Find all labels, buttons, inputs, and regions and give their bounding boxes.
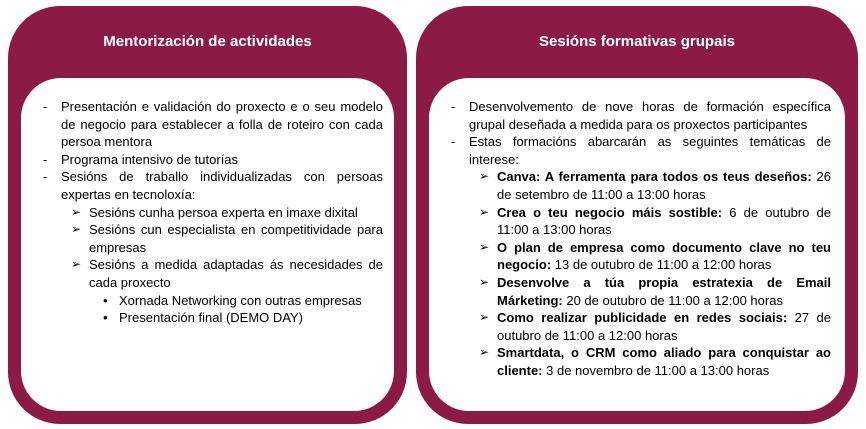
list-item: - Sesións de traballo individualizadas con persoas expertas en tecnoloxía: <box>43 168 383 203</box>
session-item <box>479 239 831 274</box>
session-name: Desenvolve a túa propia estratexia de Email Márketing: <box>497 274 831 308</box>
session-item <box>479 344 831 379</box>
list-item: - Estas formacións abarcarán as seguintes temáticas de interese: <box>451 133 831 168</box>
mentoring-content <box>43 98 383 327</box>
session-date: 26 de setembro de 11:00 a 13:00 horas <box>497 169 831 202</box>
session-item <box>479 274 831 309</box>
session-name: O plan de empresa como documento clave no teu negocio: <box>497 239 831 273</box>
session-date: 20 de outubro de 11:00 a 12:00 horas <box>562 292 783 308</box>
list-item: ➢ Sesións cun especialista en competitividade para empresas <box>71 221 383 256</box>
list-item: - Desenvolvemento de nove horas de formación específica grupal deseñada a medida para os proxectos participantes <box>451 98 831 133</box>
session-item <box>479 309 831 344</box>
session-date: 27 de outubro de 11:00 a 12:00 horas <box>497 310 831 343</box>
list-item: • Presentación final (DEMO DAY) <box>101 309 383 327</box>
list-item: - Presentación e validación do proxecto e o seu modelo de negocio para establecer a folla de roteiro con cada persoa mentora <box>43 98 383 151</box>
session-date: 13 de outubro de 11:00 a 12:00 horas <box>551 257 772 273</box>
mentoring-list <box>43 98 383 204</box>
training-card <box>416 6 858 424</box>
session-date: 3 de novembro de 11:00 a 13:00 horas <box>542 362 770 378</box>
session-date: 6 de outubro de 11:00 a 13:00 horas <box>497 204 831 238</box>
session-name: Crea o teu negocio máis sostible: <box>497 204 723 220</box>
session-name: Como realizar publicidade en redes sociais: <box>497 310 788 326</box>
mentoring-card <box>8 6 407 424</box>
mentoring-subsublist <box>101 292 383 327</box>
list-item: • Xornada Networking con outras empresas <box>101 292 383 310</box>
training-content <box>451 98 831 380</box>
list-item: ➢ Sesións a medida adaptadas ás necesidades de cada proxecto <box>71 256 383 291</box>
list-item: ➢ Sesións cunha persoa experta en imaxe dixital <box>71 204 383 222</box>
list-item: - Programa intensivo de tutorías <box>43 151 383 169</box>
session-item <box>479 204 831 239</box>
training-list <box>451 98 831 168</box>
sessions-list <box>479 168 831 379</box>
training-title: Sesións formativas grupais <box>539 33 735 50</box>
session-name: Smartdata, o CRM como aliado para conquistar ao cliente: <box>497 345 831 378</box>
mentoring-body <box>21 78 394 411</box>
session-name: Canva: A ferramenta para todos os teus deseños: <box>497 169 812 185</box>
mentoring-title: Mentorización de actividades <box>103 33 312 50</box>
mentoring-sublist <box>71 204 383 292</box>
session-item <box>479 168 831 203</box>
training-body <box>429 78 845 411</box>
